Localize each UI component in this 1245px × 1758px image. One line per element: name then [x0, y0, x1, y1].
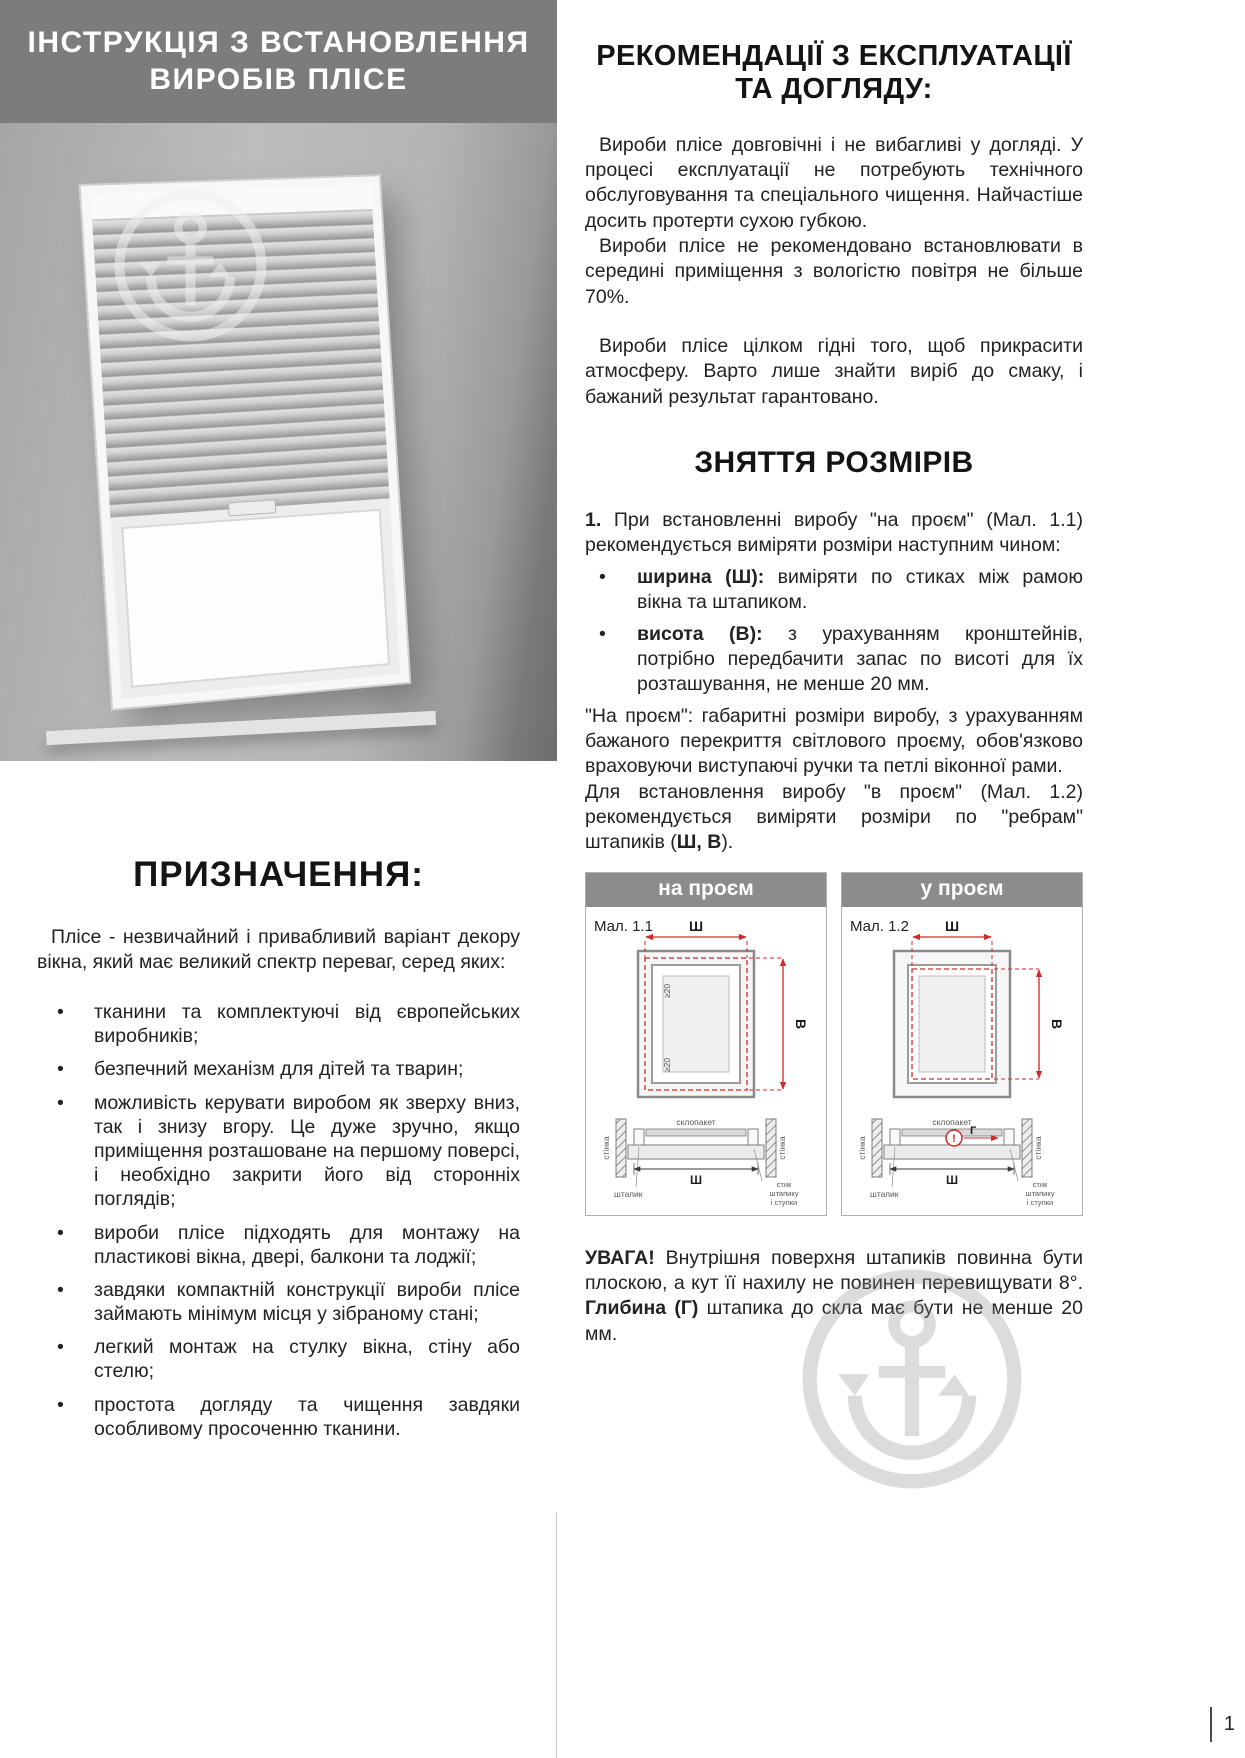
measuring-diagrams: [585, 872, 1083, 1216]
wall-label-left: стінка: [857, 1135, 867, 1160]
purpose-list: [37, 1000, 520, 1441]
diagram-header: у проєм: [842, 873, 1082, 907]
care-paragraph-2: Вироби плісе не рекомендовано встановлювати в середині приміщення з вологістю повітря не більше 70%.: [585, 235, 1083, 308]
warning-exclamation-icon: !: [952, 1132, 956, 1145]
joint-label-1: стик: [776, 1179, 792, 1189]
width-dimension-label: Ш: [944, 917, 960, 934]
v-proem-text-2: ).: [721, 831, 734, 854]
attention-text-1: Внутрішня поверхня штапиків повинна бути плоскою, а кут її нахилу не повинен перевищувати 8°.: [585, 1246, 1083, 1294]
joint-label-2: штапику: [1025, 1188, 1055, 1198]
glazing-label: склопакет: [932, 1116, 972, 1127]
cross-section-drawing: [601, 1117, 799, 1207]
attention-depth-term: Глибина (Г): [585, 1297, 699, 1320]
list-item: [585, 622, 1083, 698]
clearance-label-bottom: ≥20: [662, 1057, 672, 1072]
v-proem-paragraph: [585, 780, 1083, 856]
list-item: [37, 1335, 520, 1383]
v-proem-dims: Ш, В: [676, 831, 722, 854]
bead-label: штапик: [870, 1188, 899, 1199]
height-dimension-label: В: [1049, 1018, 1065, 1029]
page-number: 1: [1210, 1707, 1241, 1742]
window-frame-drawing: [638, 951, 754, 1097]
joint-label-3: і стулки: [1026, 1197, 1054, 1207]
list-item-text: тканини та комплектуючі від європейських виробників;: [94, 1001, 520, 1048]
sizes-list: [585, 565, 1083, 698]
window-sill: [46, 711, 436, 745]
care-title: [585, 40, 1083, 107]
list-item-text: безпечний механізм для дітей та тварин;: [94, 1058, 464, 1081]
diagram-na-proem: [585, 872, 827, 1216]
window-glass: [110, 498, 400, 698]
column-divider-line: [556, 1512, 557, 1758]
clearance-label-top: ≥20: [662, 983, 672, 998]
joint-label-1: стик: [1032, 1179, 1048, 1189]
sizes-intro: [585, 508, 1083, 559]
bead-label: штапик: [614, 1188, 643, 1199]
diagram-na-proem-drawing: [586, 907, 826, 1215]
purpose-heading: ПРИЗНАЧЕННЯ:: [133, 855, 424, 894]
sizes-intro-number: 1.: [585, 509, 602, 532]
list-item: [37, 1000, 520, 1048]
attention-keyword: УВАГА!: [585, 1246, 655, 1269]
glazing-label: склопакет: [676, 1116, 716, 1127]
diagram-header: на проєм: [586, 873, 826, 907]
left-column: [0, 0, 557, 1450]
term-width: ширина (Ш):: [637, 565, 765, 588]
figure-caption: Мал. 1.2: [850, 917, 909, 935]
list-item: [37, 1393, 520, 1441]
list-item-text: можливість керувати виробом як зверху вниз, так і знизу вгору. Це дуже зручно, якщо приміщення розташоване на першому поверсі, і необхідно закрити його від сторонніх поглядів;: [94, 1091, 520, 1211]
title-banner: [0, 0, 557, 123]
wall-label-left: стінка: [601, 1135, 611, 1160]
list-item-text: завдяки компактній конструкції вироби плісе займають мінімум місця у зібраному стані;: [94, 1278, 520, 1326]
purpose-section: [0, 855, 557, 1441]
wall-label-right: стінка: [777, 1135, 787, 1160]
diagram-u-proem: [841, 872, 1083, 1216]
figure-caption: Мал. 1.1: [594, 917, 653, 935]
window-photo: [0, 123, 557, 761]
pleated-blind: [92, 211, 389, 518]
banner-title-line2: ВИРОБІВ ПЛІСЕ: [149, 62, 408, 96]
list-item: [37, 1091, 520, 1212]
list-item: [37, 1057, 520, 1081]
list-item: [585, 565, 1083, 616]
list-item: [37, 1221, 520, 1269]
section-width-label: Ш: [945, 1172, 959, 1187]
list-item: [37, 1278, 520, 1326]
window-blind-illustration: [81, 176, 410, 708]
na-proem-paragraph: "На проєм": габаритні розміри виробу, з урахуванням бажаного перекриття світлового проєму, обов'язково враховуючи виступаючі ручки та петлі віконної рами.: [585, 704, 1083, 778]
joint-label-3: і стулки: [770, 1197, 798, 1207]
diagram-u-proem-drawing: [842, 907, 1082, 1215]
width-dimension-label: Ш: [688, 917, 704, 934]
list-item-text: вироби плісе підходять для монтажу на пластикові вікна, двері, балкони та лоджії;: [94, 1221, 520, 1268]
section-width-label: Ш: [689, 1172, 703, 1187]
term-height-desc: з урахуванням кронштейнів, потрібно передбачити запас по висоті для їх розташування, не менше 20 мм.: [637, 622, 1083, 696]
v-proem-text-1: Для встановлення виробу "в проєм" (Мал. 1.2) рекомендується виміряти розміри по "ребрам" штапиків (: [585, 780, 1083, 854]
depth-dimension-label: Г: [970, 1124, 977, 1137]
care-title-line1: РЕКОМЕНДАЦІЇ З ЕКСПЛУАТАЦІЇ: [596, 40, 1072, 72]
term-width-desc: виміряти по стиках між рамою вікна та штапиком.: [637, 565, 1083, 614]
sizes-heading: ЗНЯТТЯ РОЗМІРІВ: [694, 446, 974, 480]
wall-label-right: стінка: [1033, 1135, 1043, 1160]
cross-section-drawing: [857, 1117, 1055, 1207]
attention-paragraph: [585, 1246, 1083, 1347]
term-height: висота (В):: [637, 622, 763, 645]
height-dimension-label: В: [793, 1018, 809, 1029]
sizes-intro-text: При встановленні виробу "на проєм" (Мал. 1.1) рекомендується виміряти розміри наступним чином:: [585, 509, 1083, 557]
care-paragraph-1: Вироби плісе довговічні і не вибагливі у догляді. У процесі експлуатації не потребують технічного обслуговування та спеціального чищення. Найчастіше досить протерти сухою губкою.: [585, 133, 1083, 232]
purpose-intro: Плісе - незвичайний і привабливий варіант декору вікна, який має великий спектр переваг, серед яких:: [37, 926, 520, 973]
joint-label-2: штапику: [769, 1188, 799, 1198]
list-item-text: легкий монтаж на стулку вікна, стіну або стелю;: [94, 1336, 520, 1383]
list-item-text: простота догляду та чищення завдяки особливому просоченню тканини.: [94, 1393, 520, 1440]
care-paragraph-3: Вироби плісе цілком гідні того, щоб прикрасити атмосферу. Варто лише знайти виріб до смаку, і бажаний результат гарантовано.: [585, 335, 1083, 408]
banner-title-line1: ІНСТРУКЦІЯ З ВСТАНОВЛЕННЯ: [27, 25, 530, 59]
attention-text-2: штапика до скла має бути не менше 20 мм.: [585, 1297, 1083, 1345]
care-title-line2: ТА ДОГЛЯДУ:: [735, 73, 933, 106]
right-column: [585, 0, 1083, 1758]
